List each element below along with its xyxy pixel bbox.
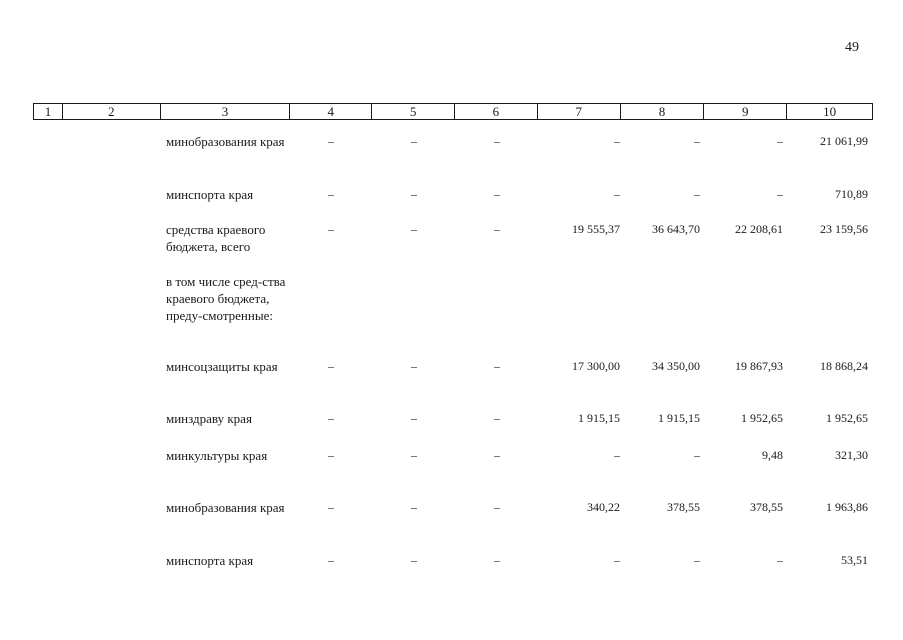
cell-col-5: – (411, 134, 417, 148)
row-label: минспорта края (166, 187, 254, 202)
header-col-5: 5 (372, 104, 455, 119)
cell-col-4: – (328, 448, 334, 462)
cell-col-5: – (411, 411, 417, 425)
cell-col-10: 710,89 (835, 187, 868, 201)
row-label: минсоцзащиты края (166, 359, 278, 374)
cell-col-7: 17 300,00 (572, 359, 620, 373)
cell-col-10: 23 159,56 (820, 222, 868, 236)
cell-col-7: 19 555,37 (572, 222, 620, 236)
header-col-1: 1 (34, 104, 63, 119)
header-col-9: 9 (704, 104, 787, 119)
cell-col-6: – (494, 500, 500, 514)
cell-col-9: – (777, 553, 783, 567)
cell-col-8: 36 643,70 (652, 222, 700, 236)
cell-col-5: – (411, 448, 417, 462)
cell-col-9: 22 208,61 (735, 222, 783, 236)
cell-col-7: 340,22 (587, 500, 620, 514)
cell-col-7: 1 915,15 (578, 411, 620, 425)
cell-col-6: – (494, 359, 500, 373)
cell-col-6: – (494, 553, 500, 567)
cell-col-10: 1 952,65 (826, 411, 868, 425)
cell-col-9: 19 867,93 (735, 359, 783, 373)
header-col-6: 6 (455, 104, 538, 119)
cell-col-8: 34 350,00 (652, 359, 700, 373)
cell-col-4: – (328, 359, 334, 373)
cell-col-10: 53,51 (841, 553, 868, 567)
cell-col-9: 1 952,65 (741, 411, 783, 425)
cell-col-5: – (411, 222, 417, 236)
table-header-row (33, 103, 873, 120)
cell-col-7: – (614, 187, 620, 201)
cell-col-6: – (494, 134, 500, 148)
cell-col-8: – (694, 553, 700, 567)
cell-col-8: – (694, 448, 700, 462)
cell-col-4: – (328, 411, 334, 425)
row-label: минобразования края (166, 134, 285, 149)
row-label: минздраву края (166, 411, 252, 426)
cell-col-8: 378,55 (667, 500, 700, 514)
cell-col-4: – (328, 500, 334, 514)
cell-col-8: 1 915,15 (658, 411, 700, 425)
page-number: 49 (845, 40, 859, 55)
cell-col-4: – (328, 134, 334, 148)
cell-col-6: – (494, 187, 500, 201)
row-label: минобразования края (166, 500, 285, 515)
cell-col-6: – (494, 411, 500, 425)
cell-col-9: 378,55 (750, 500, 783, 514)
cell-col-8: – (694, 134, 700, 148)
cell-col-8: – (694, 187, 700, 201)
cell-col-6: – (494, 448, 500, 462)
header-col-8: 8 (621, 104, 705, 119)
cell-col-5: – (411, 500, 417, 514)
cell-col-10: 18 868,24 (820, 359, 868, 373)
cell-col-7: – (614, 553, 620, 567)
cell-col-5: – (411, 359, 417, 373)
row-label: в том числе сред-ства краевого бюджета, преду-смотренные: (166, 274, 286, 323)
header-col-10: 10 (823, 103, 837, 119)
header-col-2: 2 (63, 104, 161, 119)
cell-col-5: – (411, 553, 417, 567)
cell-col-9: 9,48 (762, 448, 783, 462)
header-col-4: 4 (290, 104, 372, 119)
cell-col-5: – (411, 187, 417, 201)
cell-col-7: – (614, 134, 620, 148)
header-col-7: 7 (538, 104, 621, 119)
cell-col-7: – (614, 448, 620, 462)
cell-col-10: 1 963,86 (826, 500, 868, 514)
cell-col-9: – (777, 187, 783, 201)
cell-col-10: 321,30 (835, 448, 868, 462)
header-col-3: 3 (161, 104, 291, 119)
cell-col-4: – (328, 222, 334, 236)
cell-col-9: – (777, 134, 783, 148)
cell-col-4: – (328, 553, 334, 567)
cell-col-10: 21 061,99 (820, 134, 868, 148)
row-label: минспорта края (166, 553, 254, 568)
row-label: средства краевого бюджета, всего (166, 222, 266, 254)
cell-col-4: – (328, 187, 334, 201)
cell-col-6: – (494, 222, 500, 236)
row-label: минкультуры края (166, 448, 268, 463)
